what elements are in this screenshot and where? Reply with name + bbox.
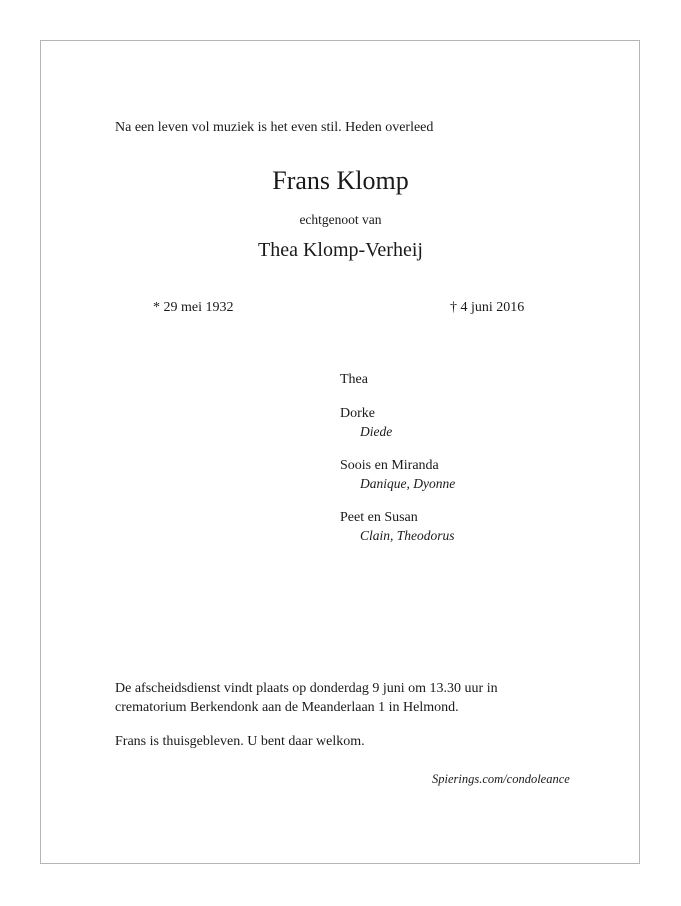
home-notice: Frans is thuisgebleven. U bent daar welkom. [115,734,365,749]
family-member-name: Dorke [340,406,375,421]
intro-text: Na een leven vol muziek is het even stil. Heden overleed [115,120,434,135]
service-line: De afscheidsdienst vindt plaats op donderdag 9 juni om 13.30 uur in [115,681,498,696]
condolence-link[interactable]: Spierings.com/condoleance [432,772,570,786]
family-member-name: Soois en Miranda [340,458,439,473]
relation-text: echtgenoot van [299,212,382,227]
family-list [340,372,455,562]
birth-date: * 29 mei 1932 [153,300,234,315]
family-member [340,406,455,440]
service-details [115,679,498,717]
deceased-name: Frans Klomp [272,166,409,195]
family-member-name: Thea [340,372,368,387]
family-member-name: Peet en Susan [340,510,418,525]
family-member [340,458,455,492]
family-member-children: Diede [360,424,393,439]
family-member-children: Danique, Dyonne [360,476,456,491]
family-member [340,510,455,544]
spouse-name: Thea Klomp-Verheij [258,239,423,261]
service-line: crematorium Berkendonk aan de Meanderlaan 1 in Helmond. [115,700,459,715]
family-member-children: Clain, Theodorus [360,528,455,543]
family-member [340,372,455,388]
death-date: † 4 juni 2016 [450,300,525,315]
